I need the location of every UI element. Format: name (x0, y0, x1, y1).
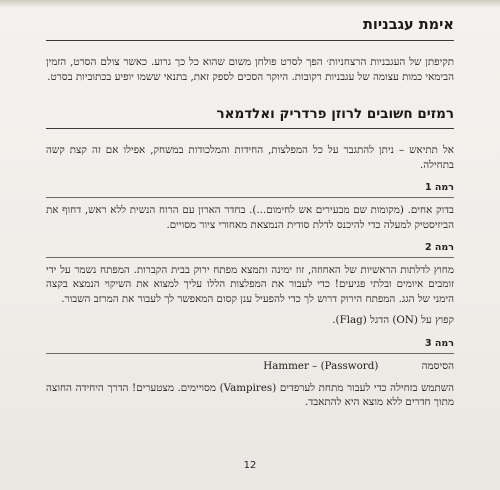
level-3-password-line (46, 359, 454, 374)
section-title-tomatoes: אימת עגבניות (363, 17, 454, 33)
hints-intro-paragraph: אל תתיאש – ניתן להתגבר על כל המפלצות, החידות והמלכודות במשחק, אפילו אם זה קצת קשה בתחילה. (46, 144, 454, 171)
level-2-flag-hint: קפוץ על (ON) הדגל (Flag). (332, 314, 454, 327)
level-1-text: בדוק אחים. (מקומות שם מבעירים אש לחימום...). בחדר הארון עם הרוח הנשית ללא ראש, דחוף את הביזיסטיק למעלה כדי להיכנס לדלת סודית הנמצאת מאחורי ציור מסויים. (46, 204, 454, 231)
password-label: הסיסמה (421, 359, 454, 372)
page-content (46, 14, 454, 410)
level-2-text: מחוץ לדלתות הראשיות של האחוזה, זוז ימינה ותמצא מפתח ירוק בבית הקברות. המפתח נשמר על ידי זומבים איומים ובלתי פגיעים! כדי לעבור את המפלצות הללו עליך למצוא את השיקוי הנמצא בקצה הימני של הגג. המפתח הירוק דרוש לך כדי להפעיל ענן קסום המאפשר לך לעבור את המרזב השבור. (46, 263, 454, 305)
level-1-label: רמה 1 (424, 182, 454, 194)
page-number: 12 (243, 460, 257, 471)
level-3-text: השתמש בזחילה כדי לעבור מתחת לערפדים (Vampires) מסויימים. מצטערים! הדרך היחידה החוצה מתוך חדרים ללא מוצא היא להתאבד. (46, 381, 455, 409)
level-3-rule (46, 353, 454, 354)
level-2-rule (46, 257, 454, 258)
level-2-label: רמה 2 (424, 241, 454, 253)
tomatoes-paragraph: תקיפתן של העגבניות הרצחניות׳ הפך לסרט פולחן משום שהוא כל כך גרוע. כאשר צולם הסרט, הזמין הבימאי כמות עצומה של עגבניות רקובות. היוקר הסכים לספק זאת, בתנאי ששמו יופיע בכתוביות בסרט. (46, 56, 454, 83)
password-value: Hammer – (Password) (263, 359, 379, 372)
level-3-label: רמה 3 (424, 337, 454, 349)
level-1-rule (46, 197, 454, 198)
section-title-hints: רמזים חשובים לרוזן פרדריק ואלדמאר (216, 106, 454, 123)
title-underline (46, 40, 454, 41)
hints-underline (46, 128, 454, 129)
